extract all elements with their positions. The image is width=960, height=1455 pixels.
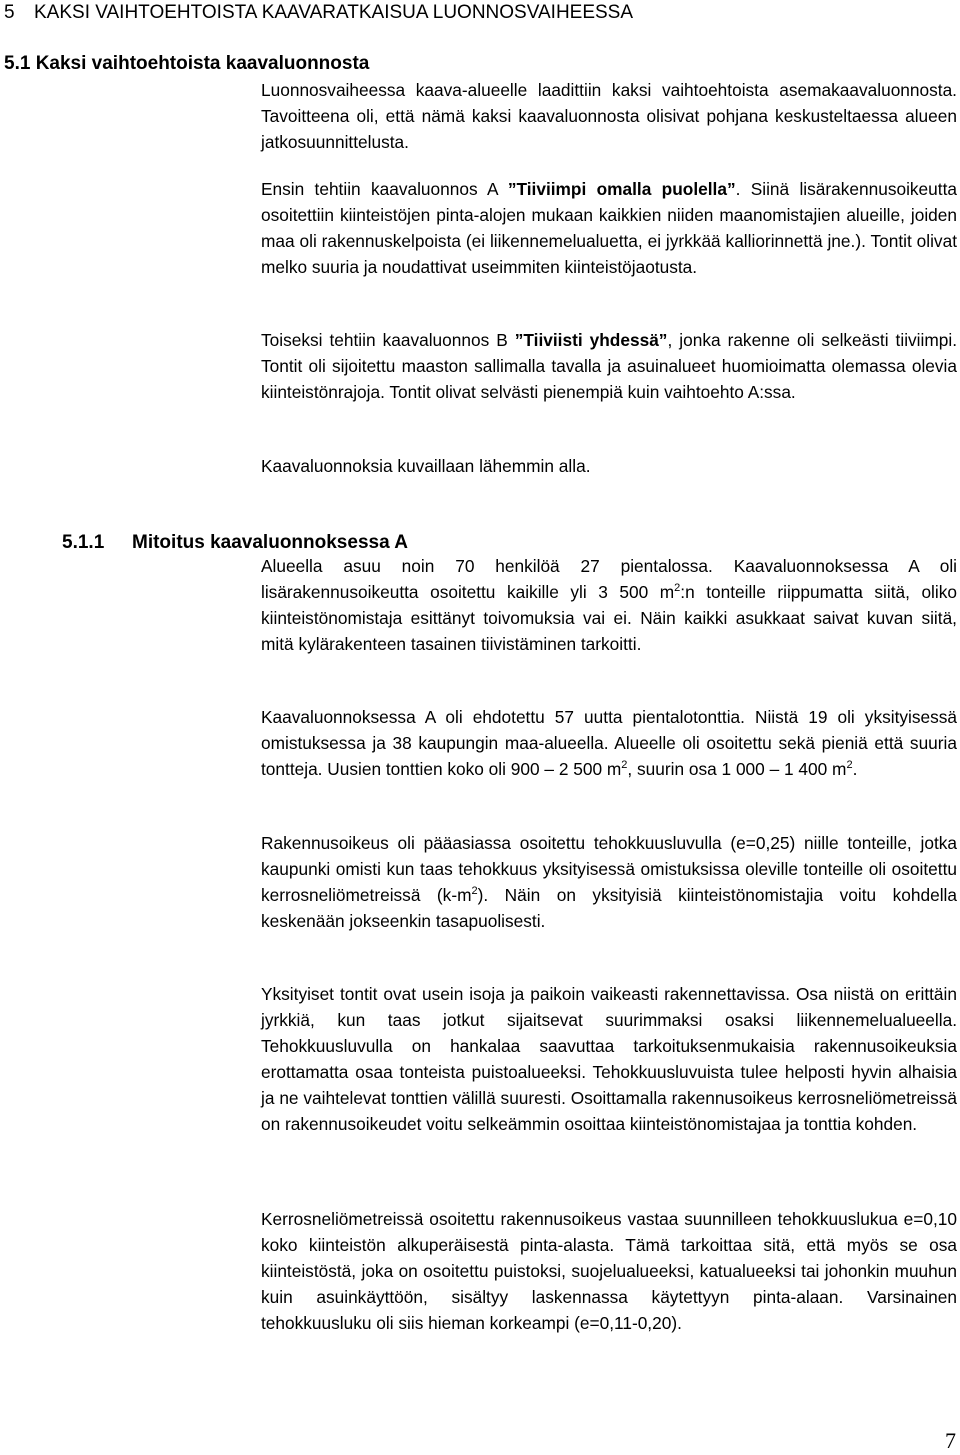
option-a-name: ”Tiiviimpi omalla puolella”	[507, 179, 736, 199]
paragraph-summary	[261, 453, 957, 479]
paragraph-building-rights-text-a: Rakennusoikeus oli pääasiassa osoitettu tehokkuusluvulla (e=0,25) niille tonteille, jotka kaupunki omisti kun taas tehokkuus yksityisessä omistuksissa oleville tonteille oli osoitettu kerrosneliömetreissä (k-m	[261, 833, 957, 905]
paragraph-option-b	[261, 327, 957, 405]
paragraph-private-plots-text: Yksityiset tontit ovat usein isoja ja paikoin vaikeasti rakennettavissa. Osa niistä on erittäin jyrkkiä, kun taas jotkut sijaitsevat suurimmaksi osaksi liikennemelualueella. Tehokkuusluvulla on hankalaa saavuttaa tarkoituksenmukaisia rakennusoikeuksia erottamatta osaa tonteista puistoalueeksi. Tehokkuusluvuista tulee helposti hyvin alhaisia ja ne vaihtelevat tonttien välillä suuresti. Osoittamalla rakennusoikeus kerrosneliömetreissä on rakennusoikeudet voitu selkeämmin osoittaa kiinteistönomistajaa ja tonttia kohden.	[261, 984, 957, 1134]
chapter-title: KAKSI VAIHTOEHTOISTA KAAVARATKAISUA LUONNOSVAIHEESSA	[34, 2, 634, 23]
section-heading: 5.1 Kaksi vaihtoehtoista kaavaluonnosta	[4, 53, 370, 74]
paragraph-plots-text-c: .	[852, 759, 858, 779]
paragraph-option-a	[261, 176, 957, 280]
superscript: 2	[471, 885, 478, 898]
superscript: 2	[674, 582, 681, 595]
paragraph-option-a-body: . Siinä lisärakennusoikeutta osoitettiin kiinteistöjen pinta-alojen mukaan kaikkien niiden maanomistajien alueille, joiden maa oli rakennuskelpoista (ei liikennemelualuetta, ei jyrkkää kalliorinnettä jne.). Tontit olivat melko suuria ja noudattivat useimmiten kiinteistöjaotusta.	[261, 179, 957, 277]
paragraph-plots	[261, 704, 957, 782]
paragraph-plots-text-b: , suurin osa 1 000 – 1 400 m	[627, 759, 847, 779]
superscript: 2	[846, 759, 853, 772]
option-b-name: ”Tiiviisti yhdessä”	[514, 330, 668, 350]
paragraph-floor-area-text: Kerrosneliömetreissä osoitettu rakennusoikeus vastaa suunnilleen tehokkuuslukua e=0,10 koko kiinteistön alkuperäisestä pinta-alasta. Tämä tarkoittaa sitä, että myös se osa kiinteistöstä, joka on osoitettu puistoksi, suojelualueeksi, katualueeksi tai johonkin muuhun kuin asuinkäyttöön, sisältyy laskennassa käytettyyn pinta-alaan. Varsinainen tehokkuusluku oli siis hieman korkeampi (e=0,11-0,20).	[261, 1209, 957, 1333]
page-number: 7	[945, 1428, 956, 1453]
paragraph-intro	[261, 51, 957, 155]
paragraph-residents-text-a: Alueella asuu noin 70 henkilöä 27 pientalossa. Kaavaluonnoksessa A oli lisärakennusoikeutta osoitettu kaikille yli 3 500 m	[261, 556, 957, 602]
paragraph-floor-area	[261, 1206, 957, 1336]
paragraph-option-b-body: , jonka rakenne oli selkeästi tiiviimpi. Tontit oli sijoitettu maaston sallimalla tavalla ja asuinalueet huomioimatta olemassa olevia kiinteistönrajoja. Tontit olivat selvästi pienempiä kuin vaihtoehto A:ssa.	[261, 330, 957, 402]
paragraph-private-plots	[261, 981, 957, 1137]
paragraph-residents-text-b: :n tonteille riippumatta siitä, oliko kiinteistönomistaja esittänyt toivomuksia vai ei. Näin kaikki asukkaat saivat kuvan siitä, mitä kylärakenteen tasainen tiivistäminen tarkoitti.	[261, 582, 957, 654]
chapter-number: 5	[4, 2, 15, 23]
superscript: 2	[621, 759, 628, 772]
paragraph-plots-text-a: Kaavaluonnoksessa A oli ehdotettu 57 uutta pientalotonttia. Niistä 19 oli yksityisessä omistuksessa ja 38 kaupungin maa-alueella. Alueelle oli osoitettu sekä pieniä että suuria tontteja. Uusien tonttien koko oli 900 – 2 500 m	[261, 707, 957, 779]
paragraph-building-rights-text-b: ). Näin on yksityisiä kiinteistönomistajia voitu kohdella keskenään jokseenkin tasapuolisesti.	[261, 885, 957, 931]
subsection-number: 5.1.1	[62, 532, 105, 553]
paragraph-building-rights	[261, 830, 957, 934]
paragraph-option-b-lead: Toiseksi tehtiin kaavaluonnos B	[261, 330, 515, 350]
paragraph-residents	[261, 553, 957, 657]
paragraph-option-a-lead: Ensin tehtiin kaavaluonnos A	[261, 179, 508, 199]
paragraph-intro-text: Luonnosvaiheessa kaava-alueelle laadittiin kaksi vaihtoehtoista asemakaavaluonnosta. Tavoitteena oli, että nämä kaksi kaavaluonnosta olisivat pohjana keskusteltaessa alueen jatkosuunnittelusta.	[261, 80, 957, 152]
paragraph-summary-text: Kaavaluonnoksia kuvaillaan lähemmin alla.	[261, 456, 591, 476]
subsection-title: Mitoitus kaavaluonnoksessa A	[132, 532, 408, 553]
